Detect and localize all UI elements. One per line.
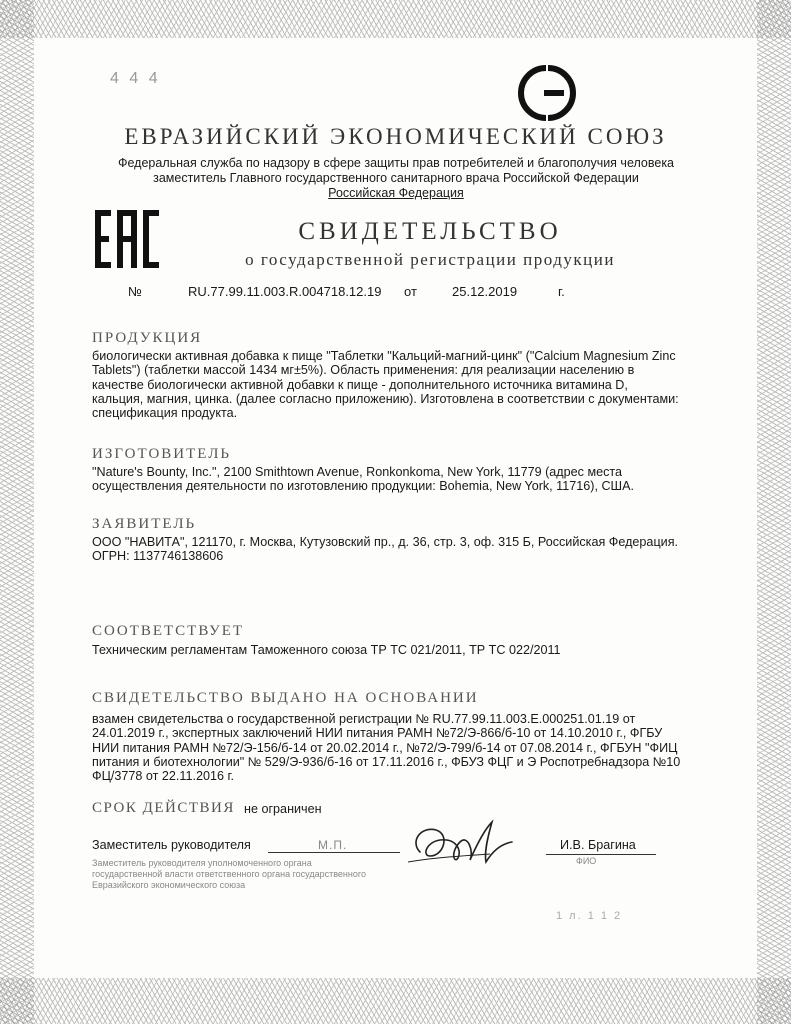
registration-number: RU.77.99.11.003.R.004718.12.19 (188, 284, 382, 299)
agency-block (90, 156, 702, 201)
guilloche-border-right (757, 0, 791, 1024)
conformity-text: Техническим регламентам Таможенного союза ТР ТС 021/2011, ТР ТС 022/2011 (92, 643, 561, 657)
signatory-name: И.В. Брагина (560, 838, 636, 852)
fio-label: ФИО (576, 856, 597, 866)
date-from-label: от (404, 284, 417, 299)
product-heading: ПРОДУКЦИЯ (92, 330, 203, 346)
signatory-underline (546, 854, 656, 855)
validity-value: не ограничен (244, 802, 322, 816)
conformity-heading: СООТВЕТСТВУЕТ (92, 623, 245, 639)
certificate-subtitle: о государственной регистрации продукции (245, 250, 615, 269)
agency-line-2: заместитель Главного государственного санитарного врача Российской Федерации (153, 171, 639, 185)
scan-number: 4 4 4 (110, 70, 161, 87)
signature-line (268, 852, 400, 853)
agency-line-1: Федеральная служба по надзору в сфере защиты прав потребителей и благополучия человека (117, 156, 675, 170)
page-mark: 1 л. 1 1 2 (556, 910, 623, 922)
validity-heading: СРОК ДЕЙСТВИЯ (92, 800, 235, 816)
ce-logo-icon (512, 62, 582, 124)
manufacturer-heading: ИЗГОТОВИТЕЛЬ (92, 446, 232, 462)
product-text: биологически активная добавка к пище "Таблетки "Кальций-магний-цинк" ("Calcium Magnesium Zinc Tablets") (таблетки массой 1434 мг±5%). Область применения: для реализации населению в качестве биологически активной добавки к пище - дополнительного источника витамина D, кальция, магния, цинка. (далее согласно приложению). Изготовлена в соответствии с документами: спецификация продукта. (92, 349, 679, 421)
registration-date: 25.12.2019 (452, 284, 518, 299)
year-abbreviation: г. (558, 284, 565, 299)
agency-line-3: Российская Федерация (328, 186, 464, 200)
applicant-heading: ЗАЯВИТЕЛЬ (92, 516, 197, 532)
guilloche-border-bottom (0, 978, 791, 1024)
handwritten-signature (400, 812, 518, 872)
stamp-label: М.П. (318, 838, 348, 852)
footer-note: Заместитель руководителя уполномоченного органа государственной власти ответственного органа государственного Евразийского экономического союза (92, 858, 366, 890)
guilloche-border-left (0, 0, 34, 1024)
applicant-text: ООО "НАВИТА", 121170, г. Москва, Кутузовский пр., д. 36, стр. 3, оф. 315 Б, Российская Федерация. ОГРН: 1137746138606 (92, 535, 679, 564)
eac-mark-icon (95, 210, 159, 268)
manufacturer-text: "Nature's Bounty, Inc.", 2100 Smithtown Avenue, Ronkonkoma, New York, 11779 (адрес места осуществления деятельности по изготовлению продукции: Bohemia, New York, 11716), США. (92, 465, 634, 494)
basis-heading: СВИДЕТЕЛЬСТВО ВЫДАНО НА ОСНОВАНИИ (92, 690, 479, 706)
number-sign: № (128, 284, 142, 299)
certificate-title: СВИДЕТЕЛЬСТВО (298, 218, 562, 245)
signatory-position: Заместитель руководителя (92, 838, 251, 852)
guilloche-border-top (0, 0, 791, 38)
union-title: ЕВРАЗИЙСКИЙ ЭКОНОМИЧЕСКИЙ СОЮЗ (124, 124, 667, 149)
basis-text: взамен свидетельства о государственной регистрации № RU.77.99.11.003.E.000251.01.19 от 24.01.2019 г., экспертных заключений НИИ питания РАМН №72/Э-866/б-10 от 14.10.2010 г., ФГБУ НИИ питания РАМН №72/Э-156/б-14 от 20.02.2014 г., №72/Э-799/б-14 от 07.08.2014 г., ФГБУН "ФИЦ питания и биотехнологии" № 529/Э-936/б-16 от 17.11.2016 г., ФБУЗ ФЦГ и Э Роспотребнадзора №10 ФЦ/3778 от 22.11.2016 г. (92, 712, 681, 784)
